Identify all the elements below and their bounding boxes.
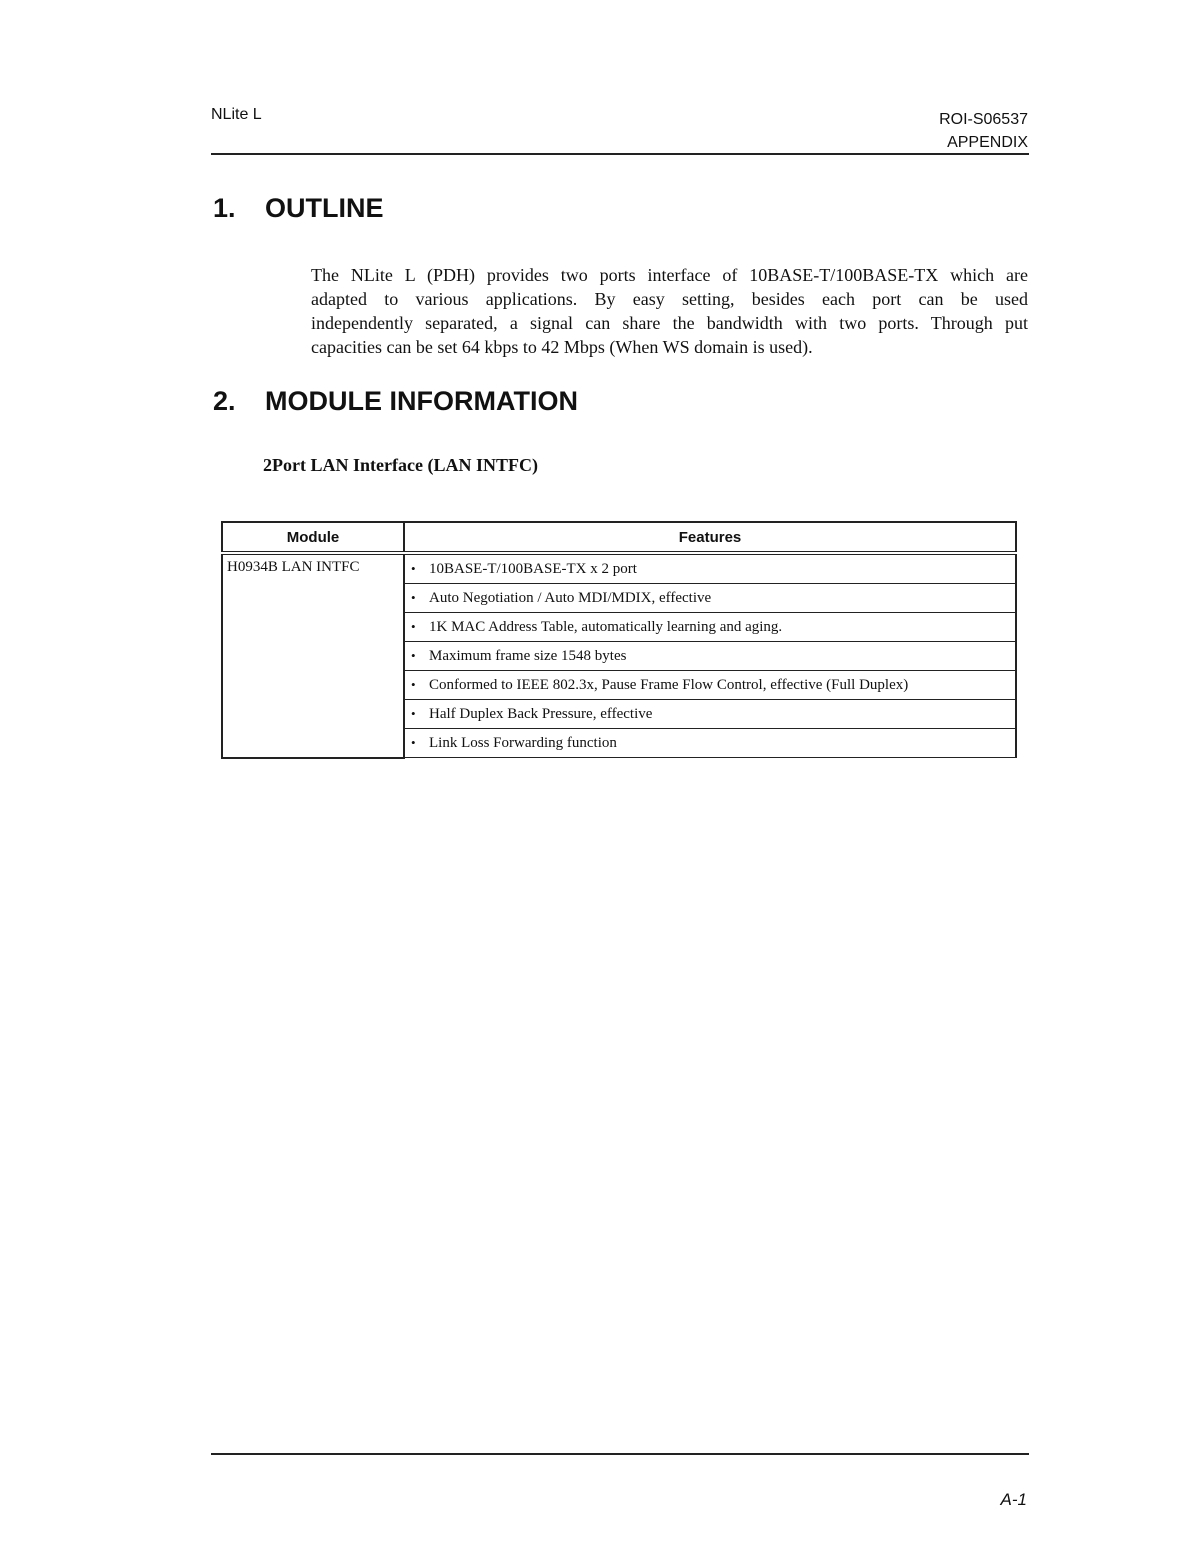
feature-cell xyxy=(404,553,1016,584)
feature-text: 1K MAC Address Table, automatically learning and aging. xyxy=(429,618,783,635)
outline-line: adapted to various applications. By easy setting, besides each port can be used xyxy=(311,289,1028,309)
section-title: OUTLINE xyxy=(265,193,384,223)
bullet-icon: • xyxy=(411,560,416,576)
column-header-features: Features xyxy=(404,522,1016,553)
table-header-row xyxy=(222,522,1016,553)
feature-text: Conformed to IEEE 802.3x, Pause Frame Flow Control, effective (Full Duplex) xyxy=(429,676,909,693)
feature-cell xyxy=(404,729,1016,758)
section-heading-outline xyxy=(213,193,384,224)
section-number: 1. xyxy=(213,193,236,223)
header-doc-number: ROI-S06537 xyxy=(939,111,1028,128)
outline-line: The NLite L (PDH) provides two ports interface of 10BASE-T/100BASE-TX which are xyxy=(311,265,1028,285)
feature-text: Half Duplex Back Pressure, effective xyxy=(429,705,653,722)
feature-text: Auto Negotiation / Auto MDI/MDIX, effective xyxy=(429,589,712,606)
feature-text: Maximum frame size 1548 bytes xyxy=(429,647,627,664)
module-name-cell: H0934B LAN INTFC xyxy=(222,553,404,758)
table-row xyxy=(222,553,1016,584)
page-number: A-1 xyxy=(1000,1490,1027,1509)
feature-cell xyxy=(404,613,1016,642)
bullet-icon: • xyxy=(411,676,416,692)
feature-text: 10BASE-T/100BASE-TX x 2 port xyxy=(429,560,637,577)
header-doc-info xyxy=(939,108,1028,154)
bullet-icon: • xyxy=(411,647,416,663)
header-product-name: NLite L xyxy=(211,106,262,123)
section-number: 2. xyxy=(213,386,236,416)
module-subheading: 2Port LAN Interface (LAN INTFC) xyxy=(263,455,538,475)
section-heading-module-information xyxy=(213,386,578,417)
feature-cell xyxy=(404,584,1016,613)
bullet-icon: • xyxy=(411,734,416,750)
module-table xyxy=(221,521,1017,759)
header-rule xyxy=(211,153,1029,155)
feature-text: Link Loss Forwarding function xyxy=(429,734,617,751)
footer-rule xyxy=(211,1453,1029,1455)
header-section-label: APPENDIX xyxy=(947,134,1028,151)
bullet-icon: • xyxy=(411,618,416,634)
outline-line: capacities can be set 64 kbps to 42 Mbps (When WS domain is used). xyxy=(311,337,813,357)
feature-cell xyxy=(404,642,1016,671)
outline-line: independently separated, a signal can share the bandwidth with two ports. Through put xyxy=(311,313,1028,333)
bullet-icon: • xyxy=(411,705,416,721)
feature-cell xyxy=(404,700,1016,729)
outline-paragraph xyxy=(311,263,1028,359)
bullet-icon: • xyxy=(411,589,416,605)
feature-cell xyxy=(404,671,1016,700)
section-title: MODULE INFORMATION xyxy=(265,386,578,416)
column-header-module: Module xyxy=(222,522,404,553)
